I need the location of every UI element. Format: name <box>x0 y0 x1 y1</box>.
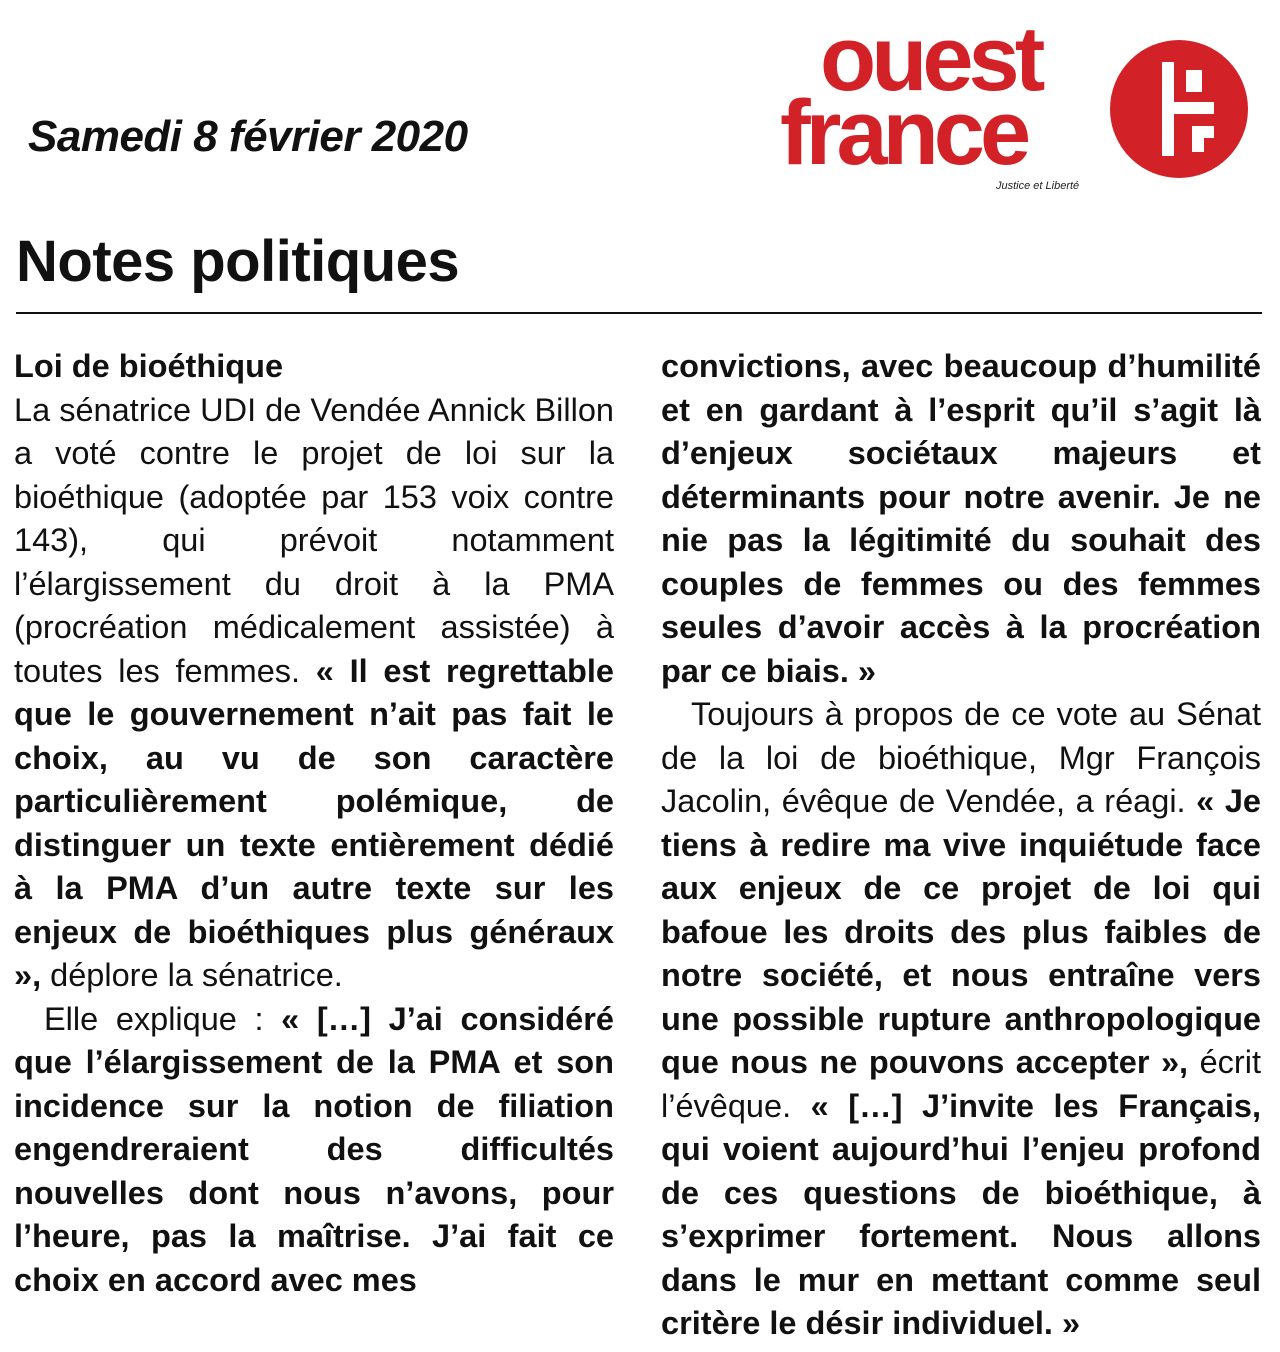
quote-text: « […] J’ai considéré que l’élargissement de la PMA et son incidence sur la notion de filiation engendreraient des difficultés nouvelles dont nous n’avons, pour l’heure, pas la maîtrise. J’ai fait ce choix en accord avec mes <box>14 1000 614 1298</box>
paragraph-text: Toujours à propos de ce vote au Sénat de la loi de bioéthique, Mgr François Jacolin, évêque de Vendée, a réagi. <box>661 696 1261 819</box>
quote-text: convictions, avec beaucoup d’humilité et en gardant à l’esprit qu’il s’agit là d’enjeux sociétaux majeurs et déterminants pour notre avenir. Je ne nie pas la légitimité du souhait des couples de femmes ou des femmes seules d’avoir accès à la procréation par ce biais. » <box>661 348 1261 689</box>
ouest-france-emblem-icon <box>1110 40 1248 178</box>
paragraph-text: La sénatrice UDI de Vendée Annick Billon a voté contre le projet de loi sur la bioéthique (adoptée par 153 voix contre 143), qui prévoit notamment l’élargissement du droit à la PMA (procréation médicalement assistée) à toutes les femmes. <box>14 391 614 689</box>
article-paragraph-2 <box>14 998 614 1303</box>
section-divider <box>16 312 1262 314</box>
article-paragraph-2-continued <box>661 345 1261 693</box>
ouest-france-logo <box>780 10 1260 200</box>
article-paragraph-1 <box>14 389 614 998</box>
logo-word-ouest: ouest <box>820 8 1041 110</box>
article-heading: Loi de bioéthique <box>14 348 284 384</box>
quote-text: « […] J’invite les Français, qui voient aujourd’hui l’enjeu profond de ces questions de bioéthique, à s’exprimer fortement. Nous allons dans le mur en mettant comme seul critère le désir individuel. » <box>661 1087 1261 1341</box>
article-paragraph-3 <box>661 693 1261 1346</box>
logo-word-france: france <box>780 82 1027 184</box>
article-column-left <box>14 345 614 1302</box>
publication-date: Samedi 8 février 2020 <box>28 112 468 161</box>
logo-tagline: Justice et Liberté <box>996 180 1080 192</box>
quote-text: « Je tiens à redire ma vive inquiétude face aux enjeux de ce projet de loi qui bafoue les droits des plus faibles de notre société, et nous entraîne vers une possible rupture anthropologique que nous ne pouvons accepter », <box>661 783 1261 1080</box>
article-column-right <box>661 345 1261 1346</box>
paragraph-text: Elle explique : <box>44 1000 282 1037</box>
paragraph-text: écrit l’évêque. <box>661 1044 1261 1124</box>
quote-text: « Il est regrettable que le gouvernement n’ait pas fait le choix, au vu de son caractère particulièrement polémique, de distinguer un texte entièrement dédié à la PMA d’un autre texte sur les enjeux de bioéthiques plus généraux », <box>14 652 614 993</box>
section-title: Notes politiques <box>16 229 460 294</box>
paragraph-text: déplore la sénatrice. <box>41 957 343 993</box>
